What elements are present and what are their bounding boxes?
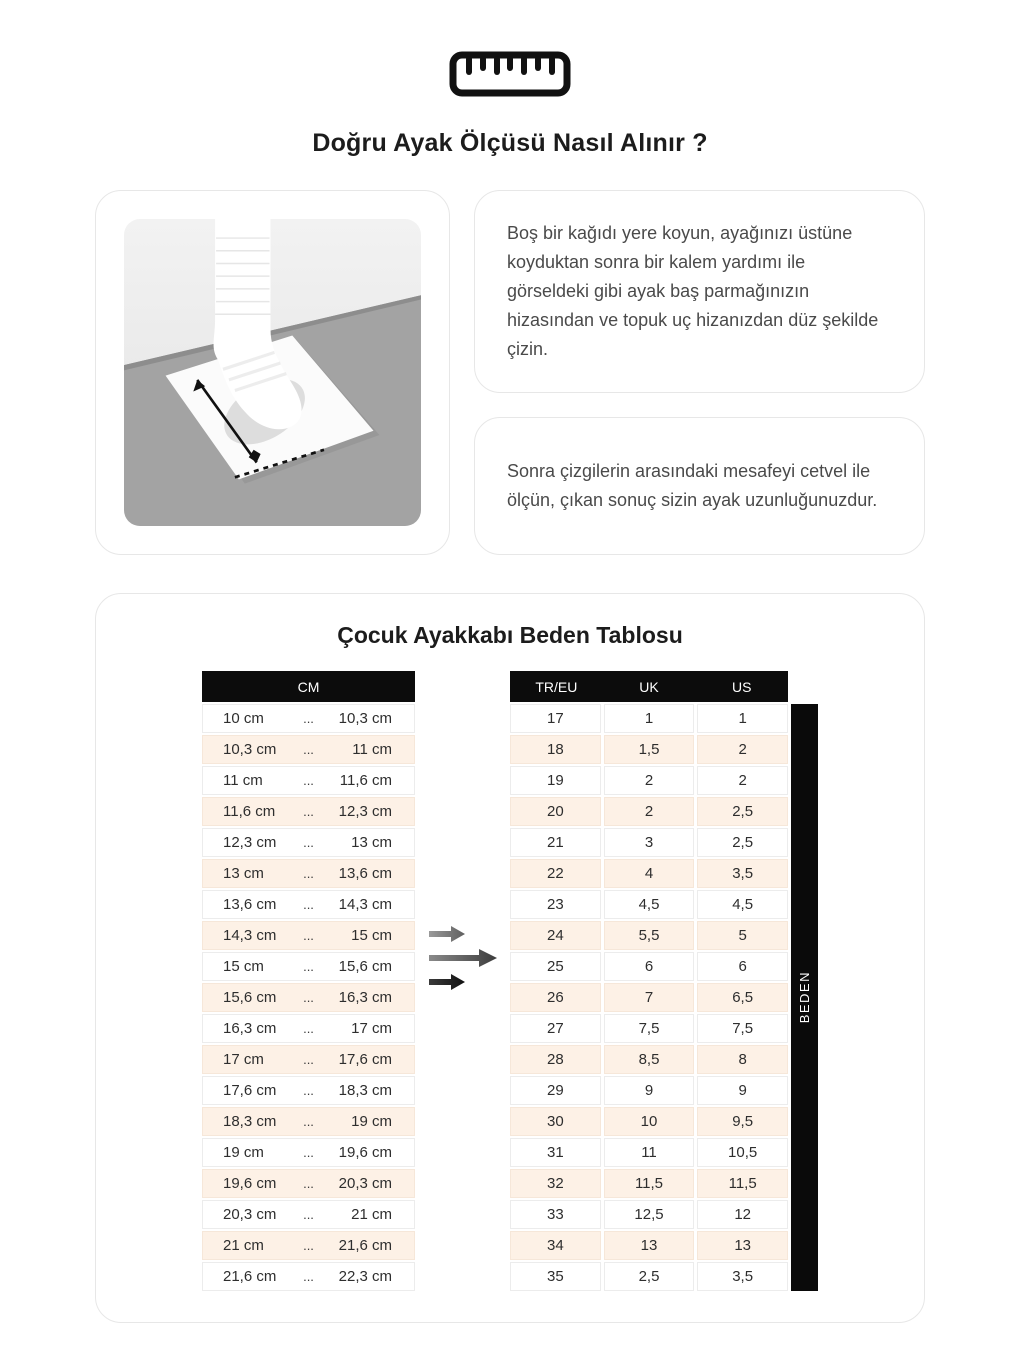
instruction-step-1: Boş bir kağıdı yere koyun, ayağınızı üstüne koyduktan sonra bir kalem yardımı ile görseldeki gibi ayak baş parmağınızın hizasından ve topuk uç hizanızdan düz şekilde çizin.: [507, 223, 879, 359]
size-cell: 23: [510, 890, 601, 919]
size-cell: 26: [510, 983, 601, 1012]
cm-cell: 11 cm: [352, 741, 392, 758]
cm-cell: ...: [303, 1145, 314, 1160]
size-cell: 11: [604, 1138, 695, 1167]
size-row: [510, 952, 788, 981]
cm-table-body: [202, 704, 415, 1291]
cm-cell: ...: [303, 959, 314, 974]
size-row: [510, 766, 788, 795]
size-cell: 13: [604, 1231, 695, 1260]
cm-cell: ...: [303, 1114, 314, 1129]
foot-measurement-photo: [124, 219, 421, 526]
cm-cell: 12,3 cm: [338, 803, 392, 820]
cm-cell: 21,6 cm: [223, 1268, 277, 1285]
cm-cell: 19,6 cm: [338, 1144, 392, 1161]
cm-cell: 13 cm: [351, 834, 392, 851]
cm-cell: 13,6 cm: [338, 865, 392, 882]
cm-cell: ...: [303, 928, 314, 943]
size-cell: 2: [604, 797, 695, 826]
size-cell: 6: [604, 952, 695, 981]
size-cell: 2: [697, 735, 788, 764]
cm-row: [202, 1045, 415, 1074]
size-row: [510, 921, 788, 950]
size-cell: 33: [510, 1200, 601, 1229]
size-row: [510, 1262, 788, 1291]
size-cell: 4: [604, 859, 695, 888]
cm-cell: 14,3 cm: [223, 927, 277, 944]
size-cell: 8,5: [604, 1045, 695, 1074]
cm-cell: 13,6 cm: [223, 896, 277, 913]
cm-cell: ...: [303, 1021, 314, 1036]
beden-vertical-bar: [791, 704, 818, 1291]
size-cell: 4,5: [604, 890, 695, 919]
size-cell: 8: [697, 1045, 788, 1074]
cm-cell: ...: [303, 1083, 314, 1098]
size-cell: 11,5: [604, 1169, 695, 1198]
cm-row: [202, 859, 415, 888]
cm-cell: 16,3 cm: [338, 989, 392, 1006]
cm-row: [202, 1231, 415, 1260]
size-cell: 3,5: [697, 859, 788, 888]
cm-row: [202, 1200, 415, 1229]
cm-cell: 15 cm: [351, 927, 392, 944]
size-table: [510, 671, 788, 1291]
size-cell: 30: [510, 1107, 601, 1136]
cm-cell: ...: [303, 1207, 314, 1222]
cm-table: [202, 671, 415, 1291]
size-cell: 1: [697, 704, 788, 733]
size-cell: 7,5: [697, 1014, 788, 1043]
size-row: [510, 1076, 788, 1105]
size-cell: 7: [604, 983, 695, 1012]
size-row: [510, 735, 788, 764]
cm-cell: 21,6 cm: [338, 1237, 392, 1254]
size-cell: 28: [510, 1045, 601, 1074]
size-cell: 35: [510, 1262, 601, 1291]
size-cell: 6,5: [697, 983, 788, 1012]
cm-cell: 10,3 cm: [223, 741, 277, 758]
cm-cell: 17 cm: [351, 1020, 392, 1037]
size-row: [510, 828, 788, 857]
cm-cell: 19,6 cm: [223, 1175, 277, 1192]
size-cell: 34: [510, 1231, 601, 1260]
size-cell: 4,5: [697, 890, 788, 919]
cm-cell: 15,6 cm: [338, 958, 392, 975]
size-cell: 3: [604, 828, 695, 857]
size-row: [510, 1014, 788, 1043]
size-cell: 12: [697, 1200, 788, 1229]
cm-cell: ...: [303, 742, 314, 757]
size-cell: 12,5: [604, 1200, 695, 1229]
size-cell: 11,5: [697, 1169, 788, 1198]
transfer-arrows-icon: [427, 923, 499, 998]
size-row: [510, 859, 788, 888]
size-cell: 1,5: [604, 735, 695, 764]
intro-row: [0, 190, 1020, 555]
beden-label: BEDEN: [797, 971, 812, 1024]
ruler-icon: [449, 50, 571, 103]
cm-cell: ...: [303, 1238, 314, 1253]
size-row: [510, 1200, 788, 1229]
size-cell: 9: [697, 1076, 788, 1105]
size-cell: 29: [510, 1076, 601, 1105]
size-cell: 1: [604, 704, 695, 733]
size-cell: 13: [697, 1231, 788, 1260]
instruction-card-1: [474, 190, 925, 393]
cm-cell: 19 cm: [351, 1113, 392, 1130]
instruction-step-2: Sonra çizgilerin arasındaki mesafeyi cetvel ile ölçün, çıkan sonuç sizin ayak uzunluğunuzdur.: [507, 461, 878, 510]
instruction-card-2: [474, 417, 925, 555]
size-cell: 21: [510, 828, 601, 857]
size-table-title: Çocuk Ayakkabı Beden Tablosu: [337, 622, 683, 648]
size-cell: 19: [510, 766, 601, 795]
cm-cell: 17,6 cm: [338, 1051, 392, 1068]
cm-cell: 10 cm: [223, 710, 264, 727]
arrows-gap: [415, 671, 510, 998]
size-cell: 20: [510, 797, 601, 826]
size-cell: 2,5: [697, 828, 788, 857]
size-cell: 2: [697, 766, 788, 795]
size-cell: 5: [697, 921, 788, 950]
cm-cell: ...: [303, 1052, 314, 1067]
size-table-body: [510, 704, 788, 1291]
size-cell: 10,5: [697, 1138, 788, 1167]
page-title: Doğru Ayak Ölçüsü Nasıl Alınır ?: [312, 129, 708, 157]
cm-cell: ...: [303, 1176, 314, 1191]
cm-row: [202, 1014, 415, 1043]
cm-row: [202, 766, 415, 795]
size-cell: 7,5: [604, 1014, 695, 1043]
size-row: [510, 797, 788, 826]
cm-cell: 15,6 cm: [223, 989, 277, 1006]
cm-row: [202, 735, 415, 764]
size-row: [510, 1169, 788, 1198]
size-row: [510, 1107, 788, 1136]
size-cell: 25: [510, 952, 601, 981]
size-cell: 17: [510, 704, 601, 733]
cm-cell: 20,3 cm: [223, 1206, 277, 1223]
cm-cell: 14,3 cm: [338, 896, 392, 913]
cm-cell: 19 cm: [223, 1144, 264, 1161]
tables-wrap: [96, 671, 924, 1291]
size-cell: 32: [510, 1169, 601, 1198]
hero-section: [0, 0, 1020, 158]
cm-row: [202, 983, 415, 1012]
size-row: [510, 890, 788, 919]
size-row: [510, 1138, 788, 1167]
cm-row: [202, 1076, 415, 1105]
size-cell: 2,5: [604, 1262, 695, 1291]
header-us: US: [731, 678, 752, 695]
size-cell: 2: [604, 766, 695, 795]
header-uk: UK: [639, 678, 659, 695]
cm-cell: 11,6 cm: [223, 803, 276, 820]
cm-cell: 20,3 cm: [338, 1175, 392, 1192]
cm-table-header: [202, 671, 415, 702]
cm-cell: ...: [303, 897, 314, 912]
cm-cell: 22,3 cm: [338, 1268, 392, 1285]
cm-cell: 11,6 cm: [339, 772, 392, 789]
size-cell: 9,5: [697, 1107, 788, 1136]
cm-cell: 18,3 cm: [223, 1113, 277, 1130]
size-cell: 27: [510, 1014, 601, 1043]
cm-cell: 17 cm: [223, 1051, 264, 1068]
cm-cell: ...: [303, 711, 314, 726]
cm-cell: 21 cm: [351, 1206, 392, 1223]
cm-cell: ...: [303, 804, 314, 819]
cm-cell: ...: [303, 990, 314, 1005]
size-cell: 18: [510, 735, 601, 764]
size-row: [510, 1045, 788, 1074]
cm-cell: 11 cm: [223, 772, 263, 789]
cm-row: [202, 890, 415, 919]
cm-cell: 18,3 cm: [338, 1082, 392, 1099]
size-cell: 31: [510, 1138, 601, 1167]
cm-cell: 12,3 cm: [223, 834, 277, 851]
instruction-cards: [474, 190, 925, 555]
size-row: [510, 1231, 788, 1260]
header-tr-eu: TR/EU: [535, 678, 578, 695]
size-row: [510, 704, 788, 733]
cm-row: [202, 1107, 415, 1136]
size-row: [510, 983, 788, 1012]
cm-cell: ...: [303, 866, 314, 881]
measurement-photo-card: [95, 190, 450, 555]
cm-row: [202, 704, 415, 733]
size-cell: 5,5: [604, 921, 695, 950]
size-cell: 9: [604, 1076, 695, 1105]
cm-header-label: CM: [297, 678, 320, 695]
cm-row: [202, 1169, 415, 1198]
cm-row: [202, 797, 415, 826]
cm-cell: 10,3 cm: [338, 710, 392, 727]
size-table-header: [510, 671, 788, 702]
cm-cell: 15 cm: [223, 958, 264, 975]
cm-row: [202, 1138, 415, 1167]
size-cell: 22: [510, 859, 601, 888]
cm-row: [202, 921, 415, 950]
cm-cell: ...: [303, 773, 314, 788]
cm-cell: 13 cm: [223, 865, 264, 882]
size-cell: 3,5: [697, 1262, 788, 1291]
size-cell: 6: [697, 952, 788, 981]
cm-row: [202, 1262, 415, 1291]
cm-cell: 16,3 cm: [223, 1020, 277, 1037]
cm-cell: ...: [303, 1269, 314, 1284]
cm-cell: 17,6 cm: [223, 1082, 277, 1099]
size-cell: 24: [510, 921, 601, 950]
cm-cell: ...: [303, 835, 314, 850]
cm-cell: 21 cm: [223, 1237, 264, 1254]
cm-row: [202, 952, 415, 981]
size-cell: 2,5: [697, 797, 788, 826]
size-cell: 10: [604, 1107, 695, 1136]
cm-row: [202, 828, 415, 857]
size-table-card: [95, 593, 925, 1323]
